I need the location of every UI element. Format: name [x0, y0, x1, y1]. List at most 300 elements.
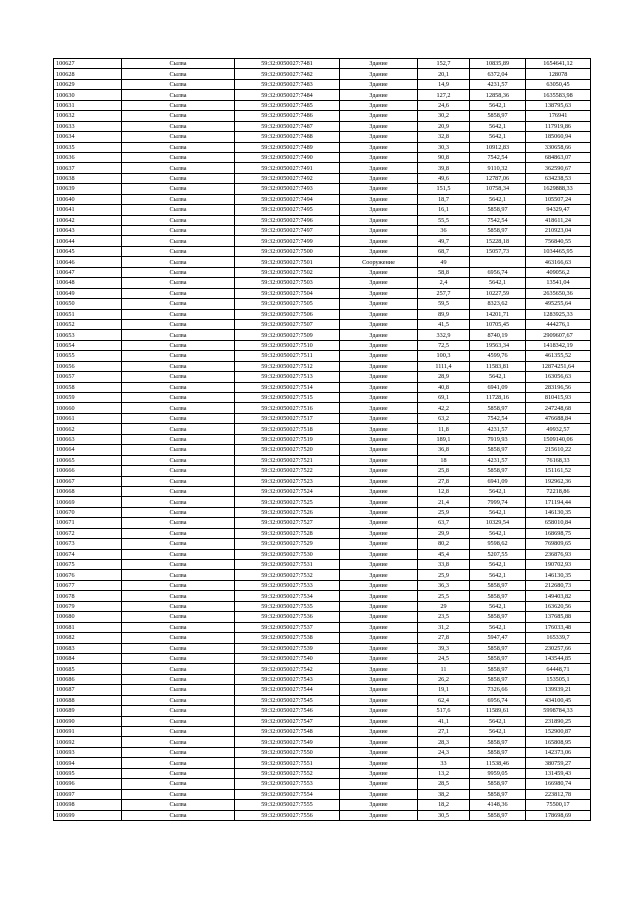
cadastral-value-cell: 49932,57 [526, 424, 591, 434]
row-id-cell: 100627 [54, 59, 122, 69]
row-id-cell: 100631 [54, 100, 122, 110]
area-cell: 39,8 [418, 163, 470, 173]
table-row [54, 309, 591, 319]
locality-cell: Сылва [122, 758, 235, 768]
object-type-cell: Здание [340, 152, 418, 162]
cadastral-number-cell: 59:32:0050027:7538 [235, 633, 340, 643]
locality-cell: Сылва [122, 695, 235, 705]
table-row [54, 194, 591, 204]
cadastral-value-cell: 163056,63 [526, 372, 591, 382]
cadastral-value-cell: 143544,85 [526, 653, 591, 663]
row-id-cell: 100663 [54, 434, 122, 444]
cadastral-value-cell: 5998784,33 [526, 706, 591, 716]
cadastral-number-cell: 59:32:0050027:7499 [235, 236, 340, 246]
cadastral-number-cell: 59:32:0050027:7486 [235, 111, 340, 121]
cadastral-value-cell: 756840,55 [526, 236, 591, 246]
row-id-cell: 100664 [54, 445, 122, 455]
table-row [54, 361, 591, 371]
area-cell: 49,7 [418, 236, 470, 246]
row-id-cell: 100676 [54, 570, 122, 580]
row-id-cell: 100699 [54, 810, 122, 820]
table-row [54, 476, 591, 486]
row-id-cell: 100636 [54, 152, 122, 162]
table-row [54, 580, 591, 590]
cadastral-number-cell: 59:32:0050027:7487 [235, 121, 340, 131]
row-id-cell: 100691 [54, 727, 122, 737]
cadastral-value-cell: 139939,21 [526, 685, 591, 695]
area-cell: 24,6 [418, 100, 470, 110]
locality-cell: Сылва [122, 486, 235, 496]
table-row [54, 299, 591, 309]
row-id-cell: 100632 [54, 111, 122, 121]
unit-cost-cell: 6372,04 [470, 69, 526, 79]
unit-cost-cell: 9959,05 [470, 768, 526, 778]
unit-cost-cell: 5858,97 [470, 664, 526, 674]
unit-cost-cell: 4231,57 [470, 424, 526, 434]
row-id-cell: 100671 [54, 518, 122, 528]
cadastral-value-cell: 190702,93 [526, 560, 591, 570]
row-id-cell: 100690 [54, 716, 122, 726]
area-cell: 36,8 [418, 445, 470, 455]
cadastral-value-cell: 1635583,98 [526, 90, 591, 100]
area-cell: 189,1 [418, 434, 470, 444]
row-id-cell: 100658 [54, 382, 122, 392]
area-cell: 2,4 [418, 278, 470, 288]
cadastral-number-cell: 59:32:0050027:7540 [235, 653, 340, 663]
object-type-cell: Здание [340, 528, 418, 538]
cadastral-value-cell: 1509140,06 [526, 434, 591, 444]
cadastral-number-cell: 59:32:0050027:7493 [235, 184, 340, 194]
object-type-cell: Здание [340, 497, 418, 507]
cadastral-number-cell: 59:32:0050027:7505 [235, 299, 340, 309]
table-row [54, 674, 591, 684]
object-type-cell: Здание [340, 184, 418, 194]
area-cell: 30,2 [418, 111, 470, 121]
cadastral-number-cell: 59:32:0050027:7520 [235, 445, 340, 455]
area-cell: 41,1 [418, 716, 470, 726]
object-type-cell: Здание [340, 622, 418, 632]
object-type-cell: Здание [340, 810, 418, 820]
row-id-cell: 100651 [54, 309, 122, 319]
property-table [53, 58, 591, 821]
area-cell: 127,2 [418, 90, 470, 100]
area-cell: 62,4 [418, 695, 470, 705]
row-id-cell: 100677 [54, 580, 122, 590]
table-row [54, 747, 591, 757]
locality-cell: Сылва [122, 706, 235, 716]
cadastral-value-cell: 769809,65 [526, 539, 591, 549]
object-type-cell: Здание [340, 215, 418, 225]
locality-cell: Сылва [122, 633, 235, 643]
area-cell: 1111,4 [418, 361, 470, 371]
object-type-cell: Здание [340, 570, 418, 580]
locality-cell: Сылва [122, 549, 235, 559]
cadastral-number-cell: 59:32:0050027:7551 [235, 758, 340, 768]
area-cell: 55,5 [418, 215, 470, 225]
cadastral-number-cell: 59:32:0050027:7523 [235, 476, 340, 486]
area-cell: 27,1 [418, 727, 470, 737]
row-id-cell: 100684 [54, 653, 122, 663]
table-row [54, 246, 591, 256]
locality-cell: Сылва [122, 424, 235, 434]
cadastral-number-cell: 59:32:0050027:7546 [235, 706, 340, 716]
locality-cell: Сылва [122, 800, 235, 810]
area-cell: 332,9 [418, 330, 470, 340]
row-id-cell: 100667 [54, 476, 122, 486]
area-cell: 25,5 [418, 591, 470, 601]
locality-cell: Сылва [122, 173, 235, 183]
cadastral-value-cell: 1283925,33 [526, 309, 591, 319]
row-id-cell: 100679 [54, 601, 122, 611]
object-type-cell: Здание [340, 643, 418, 653]
cadastral-value-cell: 13541,04 [526, 278, 591, 288]
cadastral-number-cell: 59:32:0050027:7535 [235, 601, 340, 611]
cadastral-value-cell: 1418342,19 [526, 340, 591, 350]
object-type-cell: Здание [340, 737, 418, 747]
object-type-cell: Здание [340, 330, 418, 340]
object-type-cell: Здание [340, 747, 418, 757]
object-type-cell: Сооружение [340, 257, 418, 267]
row-id-cell: 100641 [54, 205, 122, 215]
row-id-cell: 100655 [54, 351, 122, 361]
table-row [54, 737, 591, 747]
area-cell: 26,2 [418, 674, 470, 684]
locality-cell: Сылва [122, 810, 235, 820]
cadastral-value-cell: 409056,2 [526, 267, 591, 277]
cadastral-value-cell: 247248,68 [526, 403, 591, 413]
cadastral-value-cell: 176033,48 [526, 622, 591, 632]
area-cell: 36,3 [418, 580, 470, 590]
unit-cost-cell: 9110,32 [470, 163, 526, 173]
row-id-cell: 100698 [54, 800, 122, 810]
row-id-cell: 100678 [54, 591, 122, 601]
object-type-cell: Здание [340, 121, 418, 131]
area-cell: 33 [418, 758, 470, 768]
cadastral-value-cell: 418611,24 [526, 215, 591, 225]
object-type-cell: Здание [340, 768, 418, 778]
unit-cost-cell: 19563,34 [470, 340, 526, 350]
locality-cell: Сылва [122, 591, 235, 601]
object-type-cell: Здание [340, 612, 418, 622]
area-cell: 31,2 [418, 622, 470, 632]
cadastral-number-cell: 59:32:0050027:7518 [235, 424, 340, 434]
cadastral-number-cell: 59:32:0050027:7492 [235, 173, 340, 183]
locality-cell: Сылва [122, 330, 235, 340]
unit-cost-cell: 5858,97 [470, 111, 526, 121]
table-row [54, 372, 591, 382]
cadastral-number-cell: 59:32:0050027:7514 [235, 382, 340, 392]
locality-cell: Сылва [122, 111, 235, 121]
area-cell: 18,7 [418, 194, 470, 204]
table-row [54, 278, 591, 288]
table-row [54, 382, 591, 392]
area-cell: 11,8 [418, 424, 470, 434]
cadastral-number-cell: 59:32:0050027:7511 [235, 351, 340, 361]
table-row [54, 560, 591, 570]
cadastral-number-cell: 59:32:0050027:7502 [235, 267, 340, 277]
locality-cell: Сылва [122, 90, 235, 100]
cadastral-value-cell: 178698,69 [526, 810, 591, 820]
cadastral-number-cell: 59:32:0050027:7548 [235, 727, 340, 737]
unit-cost-cell: 10705,45 [470, 319, 526, 329]
cadastral-value-cell: 105507,24 [526, 194, 591, 204]
cadastral-value-cell: 192962,36 [526, 476, 591, 486]
row-id-cell: 100654 [54, 340, 122, 350]
area-cell: 38,2 [418, 789, 470, 799]
unit-cost-cell: 5642,1 [470, 100, 526, 110]
table-row [54, 79, 591, 89]
unit-cost-cell: 15228,18 [470, 236, 526, 246]
row-id-cell: 100665 [54, 455, 122, 465]
row-id-cell: 100642 [54, 215, 122, 225]
row-id-cell: 100644 [54, 236, 122, 246]
locality-cell: Сылва [122, 466, 235, 476]
table-row [54, 779, 591, 789]
cadastral-value-cell: 131459,43 [526, 768, 591, 778]
object-type-cell: Здание [340, 90, 418, 100]
area-cell: 29 [418, 601, 470, 611]
unit-cost-cell: 5858,97 [470, 789, 526, 799]
locality-cell: Сылва [122, 205, 235, 215]
locality-cell: Сылва [122, 580, 235, 590]
row-id-cell: 100688 [54, 695, 122, 705]
cadastral-number-cell: 59:32:0050027:7488 [235, 132, 340, 142]
cadastral-value-cell: 64448,71 [526, 664, 591, 674]
cadastral-value-cell: 463166,63 [526, 257, 591, 267]
table-row [54, 319, 591, 329]
table-row [54, 507, 591, 517]
unit-cost-cell: 15057,73 [470, 246, 526, 256]
cadastral-number-cell: 59:32:0050027:7496 [235, 215, 340, 225]
unit-cost-cell: 5858,97 [470, 779, 526, 789]
cadastral-value-cell: 176941 [526, 111, 591, 121]
locality-cell: Сылва [122, 100, 235, 110]
row-id-cell: 100653 [54, 330, 122, 340]
cadastral-number-cell: 59:32:0050027:7537 [235, 622, 340, 632]
cadastral-number-cell: 59:32:0050027:7515 [235, 393, 340, 403]
unit-cost-cell: 5858,97 [470, 226, 526, 236]
locality-cell: Сылва [122, 664, 235, 674]
unit-cost-cell: 5642,1 [470, 372, 526, 382]
locality-cell: Сылва [122, 789, 235, 799]
area-cell: 69,1 [418, 393, 470, 403]
locality-cell: Сылва [122, 309, 235, 319]
unit-cost-cell: 5858,97 [470, 466, 526, 476]
unit-cost-cell: 12787,06 [470, 173, 526, 183]
object-type-cell: Здание [340, 100, 418, 110]
row-id-cell: 100689 [54, 706, 122, 716]
object-type-cell: Здание [340, 111, 418, 121]
area-cell: 49 [418, 257, 470, 267]
table-row [54, 695, 591, 705]
locality-cell: Сылва [122, 246, 235, 256]
object-type-cell: Здание [340, 779, 418, 789]
row-id-cell: 100628 [54, 69, 122, 79]
cadastral-value-cell: 212680,73 [526, 580, 591, 590]
cadastral-value-cell: 215610,22 [526, 445, 591, 455]
unit-cost-cell: 6941,09 [470, 382, 526, 392]
locality-cell: Сылва [122, 361, 235, 371]
object-type-cell: Здание [340, 507, 418, 517]
object-type-cell: Здание [340, 194, 418, 204]
row-id-cell: 100643 [54, 226, 122, 236]
table-row [54, 142, 591, 152]
table-row [54, 622, 591, 632]
unit-cost-cell: 5858,97 [470, 810, 526, 820]
cadastral-number-cell: 59:32:0050027:7504 [235, 288, 340, 298]
unit-cost-cell: 12858,36 [470, 90, 526, 100]
object-type-cell: Здание [340, 393, 418, 403]
locality-cell: Сылва [122, 226, 235, 236]
area-cell: 59,5 [418, 299, 470, 309]
cadastral-value-cell: 12874251,64 [526, 361, 591, 371]
unit-cost-cell: 14201,71 [470, 309, 526, 319]
unit-cost-cell: 5642,1 [470, 132, 526, 142]
object-type-cell: Здание [340, 455, 418, 465]
row-id-cell: 100661 [54, 413, 122, 423]
object-type-cell: Здание [340, 434, 418, 444]
locality-cell: Сылва [122, 299, 235, 309]
table-row [54, 413, 591, 423]
cadastral-number-cell: 59:32:0050027:7542 [235, 664, 340, 674]
row-id-cell: 100645 [54, 246, 122, 256]
cadastral-number-cell: 59:32:0050027:7491 [235, 163, 340, 173]
table-row [54, 340, 591, 350]
object-type-cell: Здание [340, 758, 418, 768]
table-row [54, 549, 591, 559]
area-cell: 28,9 [418, 372, 470, 382]
table-row [54, 528, 591, 538]
row-id-cell: 100695 [54, 768, 122, 778]
object-type-cell: Здание [340, 560, 418, 570]
table-row [54, 351, 591, 361]
row-id-cell: 100638 [54, 173, 122, 183]
table-row [54, 497, 591, 507]
area-cell: 32,8 [418, 132, 470, 142]
row-id-cell: 100666 [54, 466, 122, 476]
row-id-cell: 100659 [54, 393, 122, 403]
object-type-cell: Здание [340, 518, 418, 528]
unit-cost-cell: 7919,93 [470, 434, 526, 444]
area-cell: 42,2 [418, 403, 470, 413]
table-row [54, 152, 591, 162]
object-type-cell: Здание [340, 549, 418, 559]
area-cell: 517,6 [418, 706, 470, 716]
row-id-cell: 100648 [54, 278, 122, 288]
row-id-cell: 100697 [54, 789, 122, 799]
table-row [54, 591, 591, 601]
area-cell: 29,9 [418, 528, 470, 538]
object-type-cell: Здание [340, 727, 418, 737]
area-cell: 28,5 [418, 779, 470, 789]
table-row [54, 716, 591, 726]
object-type-cell: Здание [340, 278, 418, 288]
locality-cell: Сылва [122, 267, 235, 277]
unit-cost-cell: 5858,97 [470, 591, 526, 601]
area-cell: 89,9 [418, 309, 470, 319]
cadastral-value-cell: 2909607,67 [526, 330, 591, 340]
table-row [54, 601, 591, 611]
table-row [54, 424, 591, 434]
locality-cell: Сылва [122, 59, 235, 69]
cadastral-number-cell: 59:32:0050027:7532 [235, 570, 340, 580]
locality-cell: Сылва [122, 132, 235, 142]
cadastral-value-cell: 165808,95 [526, 737, 591, 747]
area-cell: 28,3 [418, 737, 470, 747]
object-type-cell: Здание [340, 674, 418, 684]
cadastral-value-cell: 634238,53 [526, 173, 591, 183]
cadastral-value-cell: 476688,84 [526, 413, 591, 423]
table-row [54, 267, 591, 277]
row-id-cell: 100633 [54, 121, 122, 131]
table-row [54, 184, 591, 194]
object-type-cell: Здание [340, 476, 418, 486]
table-row [54, 768, 591, 778]
cadastral-number-cell: 59:32:0050027:7503 [235, 278, 340, 288]
row-id-cell: 100640 [54, 194, 122, 204]
cadastral-number-cell: 59:32:0050027:7552 [235, 768, 340, 778]
area-cell: 18,2 [418, 800, 470, 810]
row-id-cell: 100662 [54, 424, 122, 434]
row-id-cell: 100692 [54, 737, 122, 747]
table-row [54, 570, 591, 580]
table-row [54, 111, 591, 121]
row-id-cell: 100675 [54, 560, 122, 570]
locality-cell: Сылва [122, 184, 235, 194]
row-id-cell: 100694 [54, 758, 122, 768]
row-id-cell: 100696 [54, 779, 122, 789]
area-cell: 13,2 [418, 768, 470, 778]
cadastral-value-cell: 72218,86 [526, 486, 591, 496]
unit-cost-cell: 4148,36 [470, 800, 526, 810]
cadastral-number-cell: 59:32:0050027:7510 [235, 340, 340, 350]
cadastral-number-cell: 59:32:0050027:7500 [235, 246, 340, 256]
row-id-cell: 100685 [54, 664, 122, 674]
row-id-cell: 100646 [54, 257, 122, 267]
object-type-cell: Здание [340, 695, 418, 705]
unit-cost-cell: 10912,83 [470, 142, 526, 152]
cadastral-number-cell: 59:32:0050027:7545 [235, 695, 340, 705]
row-id-cell: 100660 [54, 403, 122, 413]
row-id-cell: 100656 [54, 361, 122, 371]
table-row [54, 403, 591, 413]
object-type-cell: Здание [340, 466, 418, 476]
table-row [54, 466, 591, 476]
cadastral-number-cell: 59:32:0050027:7521 [235, 455, 340, 465]
table-row [54, 685, 591, 695]
unit-cost-cell: 5858,97 [470, 747, 526, 757]
object-type-cell: Здание [340, 580, 418, 590]
cadastral-number-cell: 59:32:0050027:7509 [235, 330, 340, 340]
cadastral-value-cell: 153505,1 [526, 674, 591, 684]
unit-cost-cell: 6941,09 [470, 476, 526, 486]
object-type-cell: Здание [340, 267, 418, 277]
unit-cost-cell: 4231,57 [470, 79, 526, 89]
object-type-cell: Здание [340, 319, 418, 329]
table-row [54, 205, 591, 215]
cadastral-value-cell: 185060,94 [526, 132, 591, 142]
locality-cell: Сылва [122, 747, 235, 757]
cadastral-value-cell: 142373,06 [526, 747, 591, 757]
cadastral-number-cell: 59:32:0050027:7524 [235, 486, 340, 496]
object-type-cell: Здание [340, 173, 418, 183]
locality-cell: Сылва [122, 601, 235, 611]
locality-cell: Сылва [122, 779, 235, 789]
row-id-cell: 100639 [54, 184, 122, 194]
cadastral-value-cell: 210923,04 [526, 226, 591, 236]
locality-cell: Сылва [122, 194, 235, 204]
area-cell: 151,5 [418, 184, 470, 194]
